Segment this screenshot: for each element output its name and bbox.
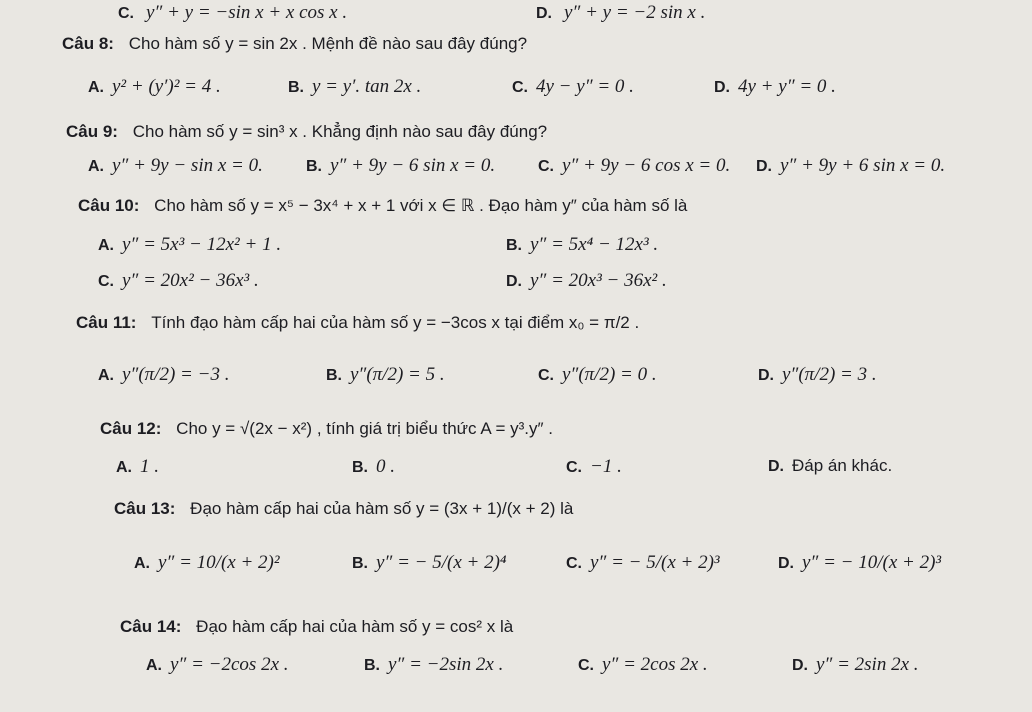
option-b — [506, 234, 658, 256]
option-math: y″ = 10/(x + 2)² — [158, 552, 280, 573]
option-math: 4y − y″ = 0 . — [536, 76, 634, 97]
option-math: y″ = −2cos 2x . — [170, 654, 289, 675]
option-math: 0 . — [376, 456, 395, 477]
option-a — [134, 552, 280, 574]
option-c — [512, 76, 634, 98]
option-label: D. — [758, 367, 774, 384]
question-11 — [76, 312, 639, 334]
option-d — [778, 552, 941, 574]
question-9 — [66, 121, 547, 143]
option-label: A. — [88, 79, 104, 96]
option-label: C. — [578, 657, 594, 674]
option-label: D. — [768, 458, 784, 475]
option-math: y″(π/2) = 3 . — [782, 364, 877, 385]
question-number: Câu 10: — [78, 196, 140, 215]
option-b — [352, 552, 507, 574]
question-text: Đạo hàm cấp hai của hàm số y = (3x + 1)/(x + 2) là — [190, 499, 574, 518]
option-d — [714, 76, 836, 98]
option-label: A. — [134, 555, 150, 572]
option-math: y″ = 5x⁴ − 12x³ . — [530, 234, 659, 255]
question-number: Câu 14: — [120, 617, 182, 636]
option-math: y″ = − 10/(x + 2)³ — [802, 552, 942, 573]
question-8 — [62, 33, 527, 55]
question-number: Câu 11: — [76, 313, 137, 332]
option-label: D. — [778, 555, 794, 572]
option-math: y″ + 9y − 6 sin x = 0. — [330, 155, 496, 176]
option-d — [768, 456, 892, 476]
option-math: y² + (y′)² = 4 . — [112, 76, 221, 97]
option-a — [88, 155, 263, 177]
option-a — [98, 234, 281, 256]
option-label: D. — [756, 158, 772, 175]
option-math: y″(π/2) = 0 . — [562, 364, 657, 385]
option-a — [98, 364, 229, 386]
option-text: Đáp án khác. — [792, 456, 893, 475]
option-math: y″ = 2cos 2x . — [602, 654, 708, 675]
option-math: y″ + 9y − sin x = 0. — [112, 155, 263, 176]
option-math: y″ + y = −2 sin x . — [564, 2, 706, 23]
option-math: y″ = 5x³ − 12x² + 1 . — [122, 234, 282, 255]
option-math: y″ = −2sin 2x . — [388, 654, 504, 675]
option-math: y″ = 20x³ − 36x² . — [530, 270, 667, 291]
option-math: −1 . — [590, 456, 622, 477]
option-a — [146, 654, 289, 676]
option-label: B. — [364, 657, 380, 674]
question-13 — [114, 498, 573, 520]
option-label: B. — [506, 237, 522, 254]
option-label: A. — [98, 237, 114, 254]
question-text: Cho y = √(2x − x²) , tính giá trị biểu thức A = y³.y″ . — [176, 419, 553, 438]
option-math: y″ = 2sin 2x . — [816, 654, 919, 675]
question-number: Câu 8: — [62, 34, 114, 53]
option-math: y″ = − 5/(x + 2)³ — [590, 552, 720, 573]
option-label: A. — [88, 158, 104, 175]
option-label: C. — [566, 555, 582, 572]
question-number: Câu 13: — [114, 499, 176, 518]
option-d — [506, 270, 667, 292]
option-b — [306, 155, 495, 177]
question-12 — [100, 418, 553, 440]
option-label: C. — [118, 5, 134, 22]
question-text: Đạo hàm cấp hai của hàm số y = cos² x là — [196, 617, 514, 636]
option-math: y″(π/2) = 5 . — [350, 364, 445, 385]
option-label: B. — [352, 459, 368, 476]
option-math: y = y′. tan 2x . — [312, 76, 422, 97]
question-10 — [78, 195, 687, 217]
option-math: y″ = − 5/(x + 2)⁴ — [376, 552, 507, 573]
option-label: A. — [116, 459, 132, 476]
option-label: B. — [326, 367, 342, 384]
option-label: D. — [792, 657, 808, 674]
option-c — [98, 270, 259, 292]
question-text: Cho hàm số y = sin³ x . Khẳng định nào sau đây đúng? — [132, 122, 548, 141]
option-math: y″ + 9y + 6 sin x = 0. — [780, 155, 946, 176]
option-label: C. — [538, 367, 554, 384]
option-a — [116, 456, 159, 478]
option-d — [758, 364, 877, 386]
option-b — [288, 76, 421, 98]
question-text: Cho hàm số y = sin 2x . Mệnh đề nào sau đây đúng? — [128, 34, 528, 53]
question-text: Cho hàm số y = x⁵ − 3x⁴ + x + 1 với x ∈ ℝ . Đạo hàm y″ của hàm số là — [154, 196, 688, 215]
option-label: C. — [98, 273, 114, 290]
option-label: D. — [536, 5, 552, 22]
option-label: C. — [566, 459, 582, 476]
option-b — [326, 364, 445, 386]
question-number: Câu 9: — [66, 122, 118, 141]
option-b — [364, 654, 503, 676]
option-c — [566, 456, 622, 478]
option-label: D. — [506, 273, 522, 290]
option-d — [756, 155, 945, 177]
option-math: y″(π/2) = −3 . — [122, 364, 230, 385]
option-label: B. — [352, 555, 368, 572]
option-label: A. — [98, 367, 114, 384]
option-math: y″ = 20x² − 36x³ . — [122, 270, 259, 291]
option-math: 1 . — [140, 456, 159, 477]
option-b — [352, 456, 395, 478]
option-label: B. — [288, 79, 304, 96]
option-c — [578, 654, 708, 676]
option-d — [792, 654, 919, 676]
option-label: C. — [538, 158, 554, 175]
option-label: A. — [146, 657, 162, 674]
question-14 — [120, 616, 513, 638]
option-math: 4y + y″ = 0 . — [738, 76, 836, 97]
question-text: Tính đạo hàm cấp hai của hàm số y = −3cos x tại điểm x₀ = π/2 . — [151, 313, 640, 332]
option-c — [538, 155, 730, 177]
option-c — [538, 364, 657, 386]
question-number: Câu 12: — [100, 419, 162, 438]
option-c — [118, 2, 347, 24]
option-label: C. — [512, 79, 528, 96]
option-label: D. — [714, 79, 730, 96]
option-d — [536, 2, 705, 24]
option-math: y″ + y = −sin x + x cos x . — [146, 2, 348, 23]
option-label: B. — [306, 158, 322, 175]
option-a — [88, 76, 221, 98]
option-c — [566, 552, 720, 574]
option-math: y″ + 9y − 6 cos x = 0. — [562, 155, 731, 176]
